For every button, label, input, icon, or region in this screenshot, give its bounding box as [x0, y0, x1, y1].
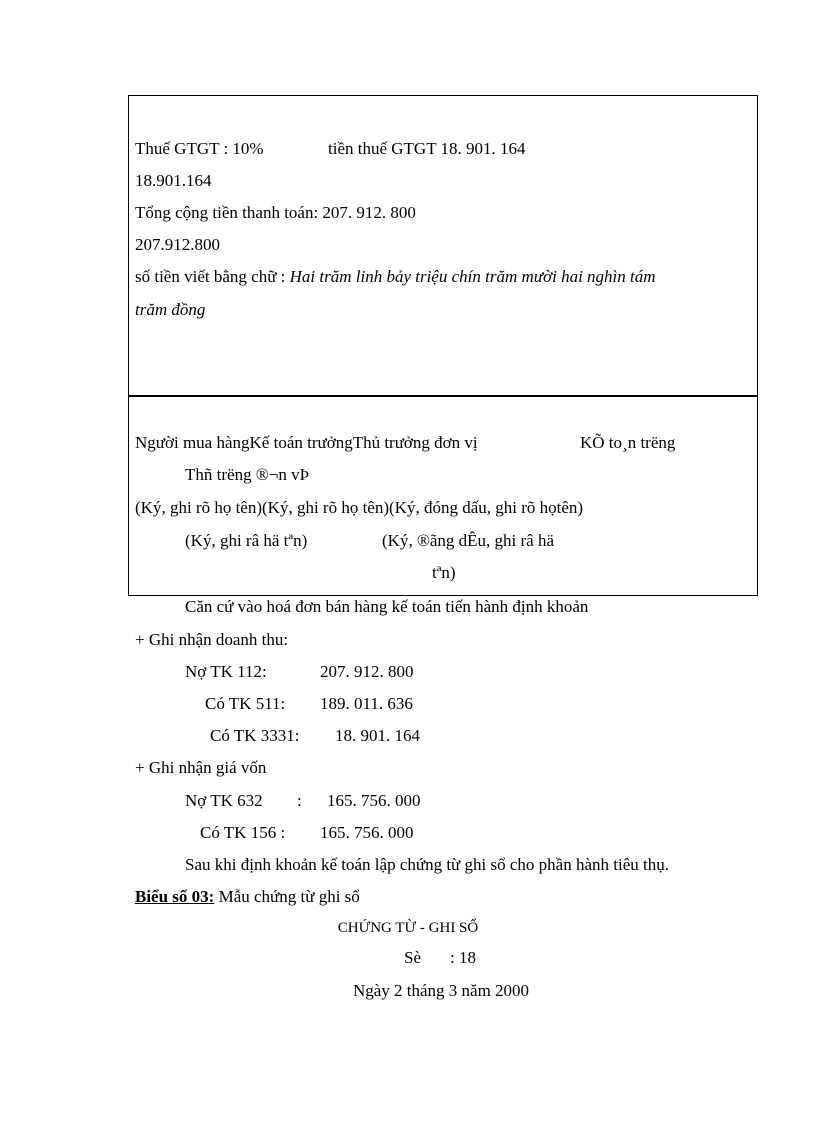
entry-account: Có TK 3331: — [210, 726, 300, 745]
voucher-number: : 18 — [450, 948, 476, 967]
total-label: Tổng cộng tiền thanh toán: 207. 912. 800 — [135, 203, 416, 222]
entry-separator: : — [297, 791, 302, 810]
vat-amount: tiền thuế GTGT 18. 901. 164 — [328, 139, 526, 158]
cost-heading: + Ghi nhận giá vốn — [135, 758, 267, 777]
signature-instructions: (Ký, ghi rõ họ tên)(Ký, ghi rõ họ tên)(Ký, đóng dấu, ghi rõ họtên) — [135, 498, 584, 517]
entry-account: Nợ TK 632 — [185, 791, 263, 810]
form-label: Biểu số 03: — [135, 887, 215, 906]
form-caption — [135, 887, 360, 907]
revenue-heading: + Ghi nhận doanh thu: — [135, 630, 289, 649]
entry-account: Có TK 156 : — [200, 823, 286, 842]
words-label: số tiền viết bằng chữ : — [135, 267, 286, 286]
amount-in-words — [135, 267, 656, 287]
signature-role-head: Thñ trëng ®¬n vÞ — [185, 465, 310, 484]
words-text: Hai trăm linh bảy triệu chín trăm mười hai nghìn tám — [289, 267, 656, 286]
entry-amount: 165. 756. 000 — [320, 823, 414, 842]
words-text-continued: trăm đồng — [135, 300, 206, 319]
vat-rate: Thuế GTGT : 10% — [135, 139, 264, 158]
voucher-number-label: Sè — [404, 948, 421, 967]
entry-amount: 165. 756. 000 — [327, 791, 421, 810]
entry-account: Nợ TK 112: — [185, 662, 267, 681]
signature-instruction-left: (Ký, ghi râ hä tªn) — [185, 531, 308, 550]
voucher-date: Ngày 2 tháng 3 năm 2000 — [352, 981, 530, 1000]
entry-amount: 207. 912. 800 — [320, 662, 414, 681]
vat-amount-value: 18.901.164 — [135, 171, 212, 190]
entry-amount: 18. 901. 164 — [335, 726, 420, 745]
after-paragraph: Sau khi định khoản kế toán lập chứng từ ghi sổ cho phần hành tiêu thụ. — [185, 855, 669, 874]
entry-account: Có TK 511: — [205, 694, 286, 713]
intro-paragraph: Căn cứ vào hoá đơn bán hàng kế toán tiến hành định khoản — [185, 597, 589, 616]
signature-instruction-right: (Ký, ®ãng dÊu, ghi râ hä — [382, 531, 555, 550]
voucher-title: CHỨNG TỪ - GHI SỔ — [337, 920, 479, 936]
signature-roles: Người mua hàngKế toán trưởngThủ trưởng đơn vị — [135, 433, 478, 452]
entry-amount: 189. 011. 636 — [320, 694, 413, 713]
signature-role-chief-accountant: KÕ to¸n trëng — [580, 433, 676, 452]
total-value: 207.912.800 — [135, 235, 220, 254]
signature-instruction-cont: tªn) — [432, 563, 456, 582]
form-title: Mẫu chứng từ ghi sổ — [218, 887, 360, 906]
